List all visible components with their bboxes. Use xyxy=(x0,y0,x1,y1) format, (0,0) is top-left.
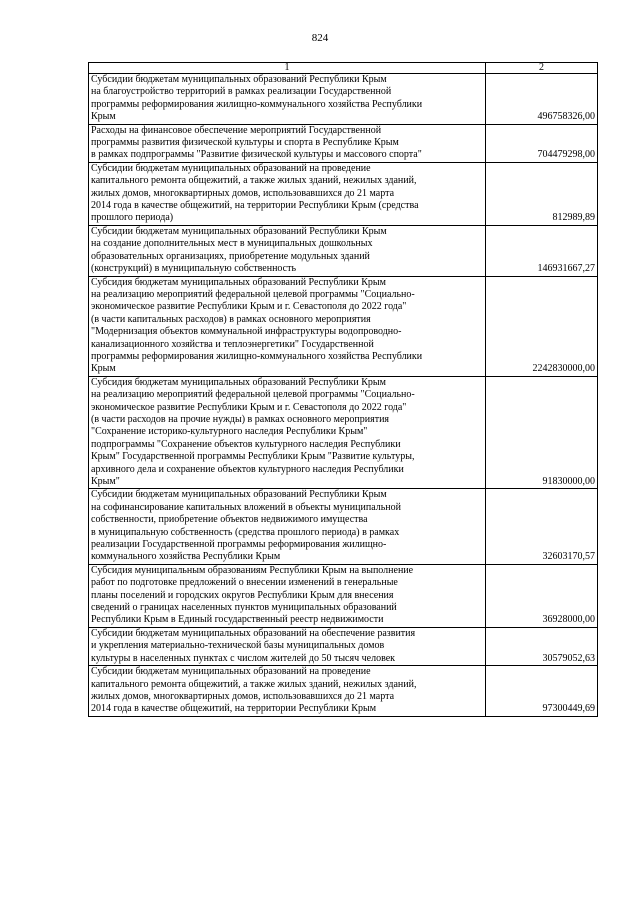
row-description: Субсидии бюджетам муниципальных образований на проведение капитального ремонта общежитий, а также жилых зданий, нежилых зданий, жилых домов, многоквартирных домов, использовавшихся до 21 марта 2014 года в качестве общежитий, на территории Республики Крым xyxy=(89,666,486,717)
row-description: Субсидии бюджетам муниципальных образований Республики Крым на благоустройство территорий в рамках реализации Государственной программы реформирования жилищно-коммунального хозяйства Республики Крым xyxy=(89,74,486,125)
table-row xyxy=(89,162,598,225)
page-number: 824 xyxy=(311,32,329,44)
row-amount: 91830000,00 xyxy=(486,376,598,489)
table-row xyxy=(89,564,598,627)
table-row xyxy=(89,666,598,717)
row-description: Субсидия бюджетам муниципальных образований Республики Крым на реализацию мероприятий федеральной целевой программы "Социально- экономическое развитие Республики Крым и г. Севастополя до 2022 года" (в части расходов на прочие нужды) в рамках основного мероприятия "Сохранение историко-культурного наследия Республики Крым" подпрограммы "Сохранение объектов культурного наследия Республики Крым" Государственной программы Республики Крым "Развитие культуры, архивного дела и сохранение объектов культурного наследия Республики Крым" xyxy=(89,376,486,489)
row-description: Субсидия бюджетам муниципальных образований Республики Крым на реализацию мероприятий федеральной целевой программы "Социально- экономическое развитие Республики Крым и г. Севастополя до 2022 года" (в части капитальных расходов) в рамках основного мероприятия "Модернизация объектов коммунальной инфраструктуры водопроводно- канализационного хозяйства и теплоэнергетики" Государственной программы реформирования жилищно-коммунального хозяйства Республики Крым xyxy=(89,276,486,376)
row-amount: 704479298,00 xyxy=(486,124,598,162)
row-description: Субсидии бюджетам муниципальных образований Республики Крым на создание дополнительных мест в муниципальных дошкольных образовательных организациях, приобретение модульных зданий (конструкций) в муниципальную собственность xyxy=(89,225,486,276)
table-row xyxy=(89,74,598,125)
row-description: Субсидии бюджетам муниципальных образований Республики Крым на софинансирование капитальных вложений в объекты муниципальной собственности, приобретение объектов недвижимого имущества в муниципальную собственность (средства прошлого периода) в рамках реализации Государственной программы реформирования жилищно- коммунального хозяйства Республики Крым xyxy=(89,489,486,564)
column-header-amount: 2 xyxy=(486,63,598,74)
table-row xyxy=(89,627,598,665)
row-description: Расходы на финансовое обеспечение мероприятий Государственной программы развития физической культуры и спорта в Республике Крым в рамках подпрограммы "Развитие физической культуры и массового спорта" xyxy=(89,124,486,162)
row-amount: 32603170,57 xyxy=(486,489,598,564)
budget-table xyxy=(88,62,598,717)
table-row xyxy=(89,276,598,376)
column-header-description: 1 xyxy=(89,63,486,74)
row-amount: 97300449,69 xyxy=(486,666,598,717)
table-row xyxy=(89,489,598,564)
row-amount: 36928000,00 xyxy=(486,564,598,627)
row-amount: 146931667,27 xyxy=(486,225,598,276)
table-row xyxy=(89,376,598,489)
row-description: Субсидии бюджетам муниципальных образований на обеспечение развития и укрепления материально-технической базы муниципальных домов культуры в населенных пунктах с числом жителей до 50 тысяч человек xyxy=(89,627,486,665)
row-description: Субсидия муниципальным образованиям Республики Крым на выполнение работ по подготовке предложений о внесении изменений в генеральные планы поселений и городских округов Республики Крым для внесения сведений о границах населенных пунктов муниципальных образований Республики Крым в Единый государственный реестр недвижимости xyxy=(89,564,486,627)
row-description: Субсидии бюджетам муниципальных образований на проведение капитального ремонта общежитий, а также жилых зданий, нежилых зданий, жилых домов, многоквартирных домов, использовавшихся до 21 марта 2014 года в качестве общежитий, на территории Республики Крым (средства прошлого периода) xyxy=(89,162,486,225)
row-amount: 2242830000,00 xyxy=(486,276,598,376)
row-amount: 30579052,63 xyxy=(486,627,598,665)
row-amount: 812989,89 xyxy=(486,162,598,225)
table-row xyxy=(89,124,598,162)
table-header-row xyxy=(89,63,598,74)
table-row xyxy=(89,225,598,276)
row-amount: 496758326,00 xyxy=(486,74,598,125)
